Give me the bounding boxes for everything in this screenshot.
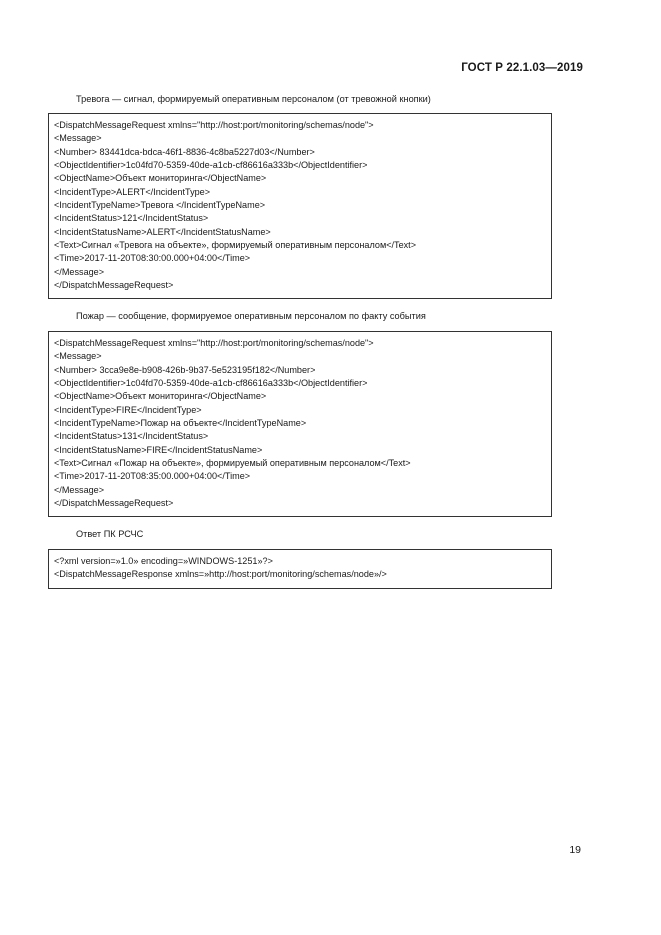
code-line: <IncidentStatus>131</IncidentStatus>: [54, 431, 209, 442]
code-line: </DispatchMessageRequest>: [54, 498, 174, 509]
code-line: <IncidentType>FIRE</IncidentType>: [54, 404, 202, 415]
response-xml-block: [48, 549, 552, 589]
code-line: <Text>Сигнал «Пожар на объекте», формируемый оперативным персоналом</Text>: [54, 458, 411, 469]
code-line: <Text>Сигнал «Тревога на объекте», формируемый оперативным персоналом</Text>: [54, 240, 417, 251]
code-line: <Time>2017-11-20T08:35:00.000+04:00</Time>: [54, 471, 251, 482]
code-line: <IncidentStatusName>FIRE</IncidentStatusName>: [54, 444, 263, 455]
code-line: <DispatchMessageResponse xmlns=»http://host:port/monitoring/schemas/node»/>: [54, 569, 387, 580]
code-line: <DispatchMessageRequest xmlns="http://host:port/monitoring/schemas/node">: [54, 338, 374, 348]
standard-designation: ГОСТ Р 22.1.03—2019: [461, 62, 583, 74]
code-line: <ObjectIdentifier>1c04fd70-5359-40de-a1cb-cf86616a333b</ObjectIdentifier>: [54, 378, 368, 389]
code-line: <Message>: [54, 351, 102, 362]
fire-section-caption: Пожар — сообщение, формируемое оперативным персоналом по факту события: [76, 311, 426, 321]
page-number: 19: [569, 844, 581, 856]
code-line: </Message>: [54, 266, 105, 277]
code-line: <ObjectIdentifier>1c04fd70-5359-40de-a1cb-cf86616a333b</ObjectIdentifier>: [54, 160, 368, 171]
code-line: <Number> 3cca9e8e-b908-426b-9b37-5e523195f182</Number>: [54, 364, 316, 375]
code-line: <DispatchMessageRequest xmlns="http://host:port/monitoring/schemas/node">: [54, 120, 374, 130]
code-line: <IncidentTypeName>Тревога </IncidentTypeName>: [54, 200, 266, 211]
code-line: <Number> 83441dca-bdca-46f1-8836-4c8ba5227d03</Number>: [54, 146, 315, 157]
code-line: <?xml version=»1.0» encoding=»WINDOWS-1251»?>: [54, 556, 273, 566]
code-line: <IncidentType>ALERT</IncidentType>: [54, 186, 211, 197]
code-line: <Time>2017-11-20T08:30:00.000+04:00</Time>: [54, 253, 251, 264]
alert-section-caption: Тревога — сигнал, формируемый оперативным персоналом (от тревожной кнопки): [76, 94, 431, 104]
code-line: </DispatchMessageRequest>: [54, 280, 174, 291]
code-line: <IncidentStatusName>ALERT</IncidentStatusName>: [54, 226, 271, 237]
fire-xml-block: [48, 331, 552, 517]
code-line: <ObjectName>Объект мониторинга</ObjectName>: [54, 391, 267, 402]
code-line: <IncidentStatus>121</IncidentStatus>: [54, 213, 209, 224]
code-line: </Message>: [54, 484, 105, 495]
alert-xml-block: [48, 113, 552, 299]
code-line: <Message>: [54, 133, 102, 144]
code-line: <IncidentTypeName>Пожар на объекте</IncidentTypeName>: [54, 418, 307, 429]
response-section-caption: Ответ ПК РСЧС: [76, 529, 144, 539]
code-line: <ObjectName>Объект мониторинга</ObjectName>: [54, 173, 267, 184]
